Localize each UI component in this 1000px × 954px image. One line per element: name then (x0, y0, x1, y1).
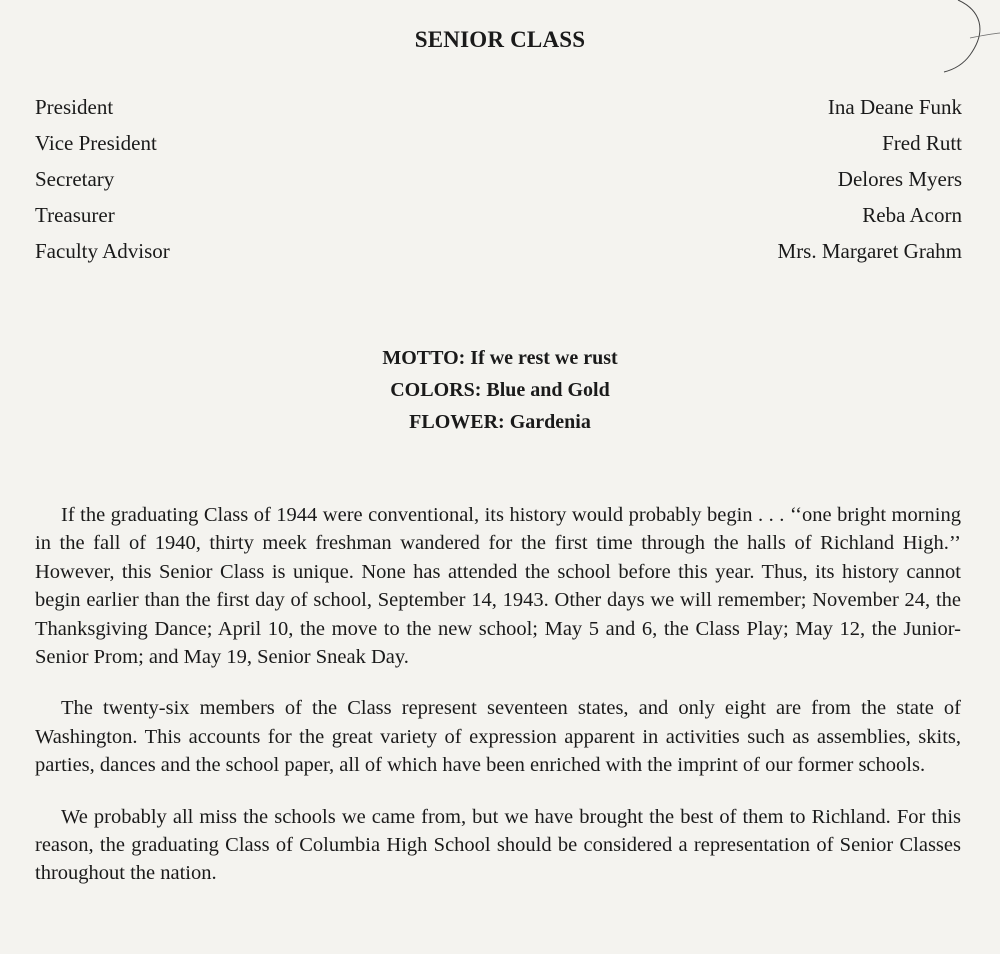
officer-role: Treasurer (35, 203, 115, 227)
class-motto: MOTTO: If we rest we rust (382, 347, 618, 369)
officer-role: President (35, 95, 114, 119)
officer-name: Fred Rutt (882, 131, 962, 155)
officer-name: Mrs. Margaret Grahm (777, 239, 962, 263)
officer-row-president (35, 92, 962, 128)
officer-row-treasurer (35, 200, 962, 236)
officer-row-secretary (35, 164, 962, 200)
history-paragraph: We probably all miss the schools we came from, but we have brought the best of them to Richland. For this reason, the graduating Class of Columbia High School should be considered a representation of Senior Classes throughout the nation. (35, 805, 961, 885)
officer-role: Vice President (35, 131, 157, 155)
class-history (35, 501, 961, 911)
officer-name: Delores Myers (837, 167, 962, 191)
history-paragraph: If the graduating Class of 1944 were conventional, its history would probably begin . . . ‘‘one bright morning in the fall of 1940, thirty meek freshman wandered for the first time through the halls of Richland High.’’ However, this Senior Class is unique. None has attended the school before this year. Thus, its history cannot begin earlier than the first day of school, September 14, 1943. Other days we will remember; November 24, the Thanksgiving Dance; April 10, the move to the new school; May 5 and 6, the Class Play; May 12, the Junior-Senior Prom; and May 19, Senior Sneak Day. (35, 504, 961, 669)
class-flower: FLOWER: Gardenia (409, 411, 591, 433)
officer-role: Faculty Advisor (35, 239, 170, 263)
class-facts (0, 342, 1000, 438)
class-colors: COLORS: Blue and Gold (390, 379, 610, 401)
officer-role: Secretary (35, 167, 115, 191)
history-paragraph: The twenty-six members of the Class represent seventeen states, and only eight are from the state of Washington. This accounts for the great variety of expression apparent in activities such as assemblies, skits, parties, dances and the school paper, all of which have been enriched with the imprint of our former schools. (35, 697, 961, 777)
officer-name: Reba Acorn (862, 203, 962, 227)
officer-row-faculty-advisor (35, 236, 962, 272)
officer-row-vice-president (35, 128, 962, 164)
officers-list (35, 92, 962, 272)
officer-name: Ina Deane Funk (827, 95, 962, 119)
page-title: SENIOR CLASS (414, 27, 586, 52)
